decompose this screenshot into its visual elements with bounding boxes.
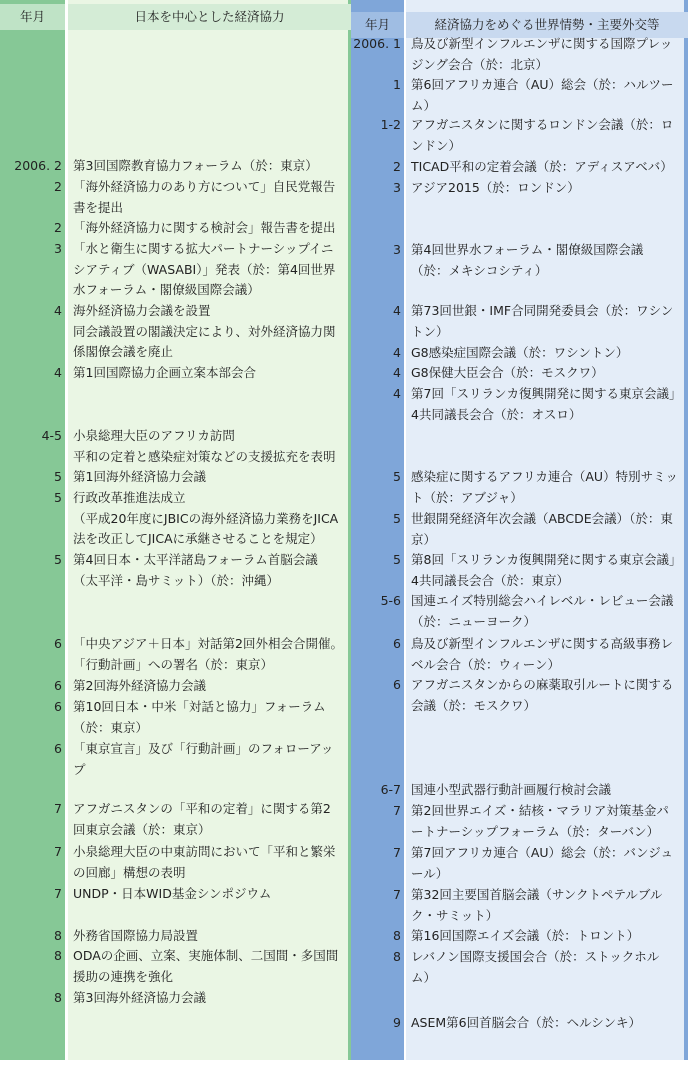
left-entry-year-month: 2 [54, 220, 62, 235]
right-entry-text: 第73回世銀・IMF合同開発委員会（於：ワシン [411, 303, 674, 318]
right-header-main: 経済協力をめぐる世界情勢・主要外交等 [406, 12, 688, 38]
right-entry-text: ジング会合（於：北京） [411, 56, 548, 72]
right-entry-year-month: 6 [393, 677, 401, 692]
left-entry-text: UNDP・日本WID基金シンポジウム [73, 886, 272, 901]
left-entry-text: ODAの企画、立案、実施体制、二国間・多国間 [73, 948, 339, 963]
left-entry-year-month: 4-5 [41, 428, 62, 443]
right-entry-text: ンドン） [411, 137, 462, 153]
left-entry-year-month: 6 [54, 678, 62, 693]
left-entry-text: 「東京宣言」及び「行動計画」のフォローアッ [73, 741, 334, 756]
left-entry-text: 「行動計画」への署名（於：東京） [73, 656, 274, 672]
right-entry-year-month: 5-6 [380, 593, 401, 608]
right-entry-year-month: 3 [393, 242, 401, 257]
right-entry-text: 第32回主要国首脳会議（サンクトペテルブル [411, 887, 663, 902]
right-entry-text: 鳥及び新型インフルエンザに関する国際プレッ [411, 36, 673, 51]
right-entry-year-month: 6 [393, 636, 401, 651]
left-entry-year-month: 6 [54, 636, 62, 651]
right-entry-year-month: 4 [393, 345, 401, 360]
right-entry-year-month: 4 [393, 303, 401, 318]
right-entry-text: 第4回世界水フォーラム・閣僚級国際会議 [411, 242, 644, 257]
left-entry-text: 「海外経済協力に関する検討会」報告書を提出 [73, 220, 336, 235]
right-entry-text: 第7回「スリランカ復興開発に関する東京会議」 [411, 386, 682, 401]
left-entry-year-month: 7 [54, 886, 62, 901]
left-entry-text: アフガニスタンの「平和の定着」に関する第2 [73, 801, 331, 816]
right-entry-text: 第16回国際エイズ会議（於：トロント） [411, 928, 640, 943]
left-entry-text: 第1回海外経済協力会議 [73, 469, 206, 484]
left-entry-text: 「中央アジア＋日本」対話第2回外相会合開催。 [73, 636, 343, 651]
left-entry-text: 第2回海外経済協力会議 [73, 678, 206, 693]
left-entry-text: 第3回海外経済協力会議 [73, 990, 206, 1005]
right-entry-text: 世銀開発経済年次会議（ABCDE会議）（於：東 [411, 511, 673, 526]
right-entry-year-month: 5 [393, 511, 401, 526]
right-entry-text: ク・サミット） [411, 907, 499, 923]
left-entry-text: 小泉総理大臣のアフリカ訪問 [73, 428, 235, 443]
left-entry-year-month: 5 [54, 490, 62, 505]
right-entry-year-month: 4 [393, 386, 401, 401]
left-entry-year-month: 4 [54, 365, 62, 380]
left-entry-text: （太平洋・島サミット）（於：沖縄） [73, 572, 280, 588]
right-entry-text: 4共同議長会合（於：オスロ） [411, 406, 582, 422]
left-entry-year-month: 8 [54, 990, 62, 1005]
right-entry-year-month: 3 [393, 180, 401, 195]
left-entry-text: プ [73, 761, 86, 777]
right-entry-text: ASEM第6回首脳会合（於：ヘルシンキ） [411, 1015, 641, 1030]
left-entry-text: 平和の定着と感染症対策などの支援拡充を表明 [73, 448, 336, 464]
left-entry-year-month: 5 [54, 552, 62, 567]
left-entry-text: （於：東京） [73, 719, 149, 735]
right-entry-text: 国連小型武器行動計画履行検討会議 [411, 782, 612, 797]
right-entry-text: 4共同議長会合（於：東京） [411, 572, 569, 588]
left-entry-year-month: 4 [54, 303, 62, 318]
right-entry-year-month: 8 [393, 949, 401, 964]
right-entry-text: 第6回アフリカ連合（AU）総会（於：ハルツー [411, 77, 674, 92]
left-entry-text: 回東京会議（於：東京） [73, 821, 211, 837]
right-entry-text: ム） [411, 969, 437, 985]
left-entry-year-month: 2006. 2 [14, 158, 62, 173]
left-entry-text: 行政改革推進法成立 [73, 490, 186, 505]
left-entry-text: 第3回国際教育協力フォーラム（於：東京） [73, 158, 318, 173]
right-entry-text: G8保健大臣会合（於：モスクワ） [411, 365, 604, 380]
right-entry-text: （於：メキシコシティ） [411, 262, 548, 278]
right-entry-year-month: 6-7 [380, 782, 401, 797]
right-entry-text: ム） [411, 97, 437, 113]
left-entry-text: 係閣僚会議を廃止 [73, 344, 174, 359]
left-entry-year-month: 8 [54, 948, 62, 963]
left-entry-text: 書を提出 [73, 199, 124, 215]
left-entry-text: 同会議設置の閣議決定により、対外経済協力関 [73, 323, 336, 339]
right-entry-year-month: 7 [393, 845, 401, 860]
right-entry-year-month: 5 [393, 469, 401, 484]
right-entry-text: ートナーシップフォーラム（於：ターバン） [411, 823, 660, 839]
right-entry-year-month: 8 [393, 928, 401, 943]
left-entry-year-month: 6 [54, 741, 62, 756]
right-entry-year-month: 1 [393, 77, 401, 92]
right-entry-text: アフガニスタンに関するロンドン会議（於：ロ [411, 117, 674, 132]
left-entry-text: 海外経済協力会議を設置 [73, 303, 211, 318]
left-entry-text: 「水と衛生に関する拡大パートナーシップイニ [73, 241, 334, 256]
left-entry-text: 外務省国際協力局設置 [73, 928, 199, 943]
left-entry-text: 第10回日本・中米「対話と協力」フォーラム [73, 699, 326, 714]
right-entry-year-month: 2 [393, 159, 401, 174]
right-entry-text: ト（於：アブジャ） [411, 489, 523, 505]
left-entry-text: （平成20年度にJBICの海外経済協力業務をJICA [73, 510, 339, 526]
left-entry-year-month: 3 [54, 241, 62, 256]
left-entry-year-month: 7 [54, 844, 62, 859]
right-entry-year-month: 9 [393, 1015, 401, 1030]
right-entry-text: （於：ニューヨーク） [411, 613, 537, 629]
right-entry-text: アジア2015（於：ロンドン） [411, 180, 580, 195]
right-entry-text: 鳥及び新型インフルエンザに関する高級事務レ [411, 636, 674, 651]
right-entry-text: 国連エイズ特別総会ハイレベル・レビュー会議 [411, 593, 674, 608]
right-entry-year-month: 1-2 [380, 117, 401, 132]
right-entry-text: トン） [411, 323, 449, 339]
right-entry-text: ール） [411, 865, 449, 881]
right-entry-year-month: 5 [393, 552, 401, 567]
left-header-year-month: 年月 [0, 4, 65, 30]
right-entry-text: レバノン国際支援国会合（於：ストックホル [411, 949, 660, 964]
left-entry-text: 援助の連携を強化 [73, 968, 174, 984]
left-header-main: 日本を中心とした経済協力 [68, 4, 351, 30]
left-entry-year-month: 7 [54, 801, 62, 816]
left-entry-year-month: 6 [54, 699, 62, 714]
right-entry-year-month: 2006. 1 [353, 36, 401, 51]
left-entry-text: 第4回日本・太平洋諸島フォーラム首脳会議 [73, 552, 318, 567]
left-entry-text: 水フォーラム・閣僚級国際会議） [73, 282, 260, 297]
left-entry-text: 小泉総理大臣の中東訪問において「平和と繁栄 [73, 844, 336, 859]
right-entry-text: 会議（於：モスクワ） [411, 697, 537, 713]
right-entry-text: ベル会合（於：ウィーン） [411, 656, 561, 672]
right-entry-year-month: 4 [393, 365, 401, 380]
right-entry-text: G8感染症国際会議（於：ワシントン） [411, 345, 629, 360]
left-entry-text: 第1回国際協力企画立案本部会合 [73, 365, 256, 380]
right-entry-text: 京） [411, 531, 437, 547]
right-entry-text: 第8回「スリランカ復興開発に関する東京会議」 [411, 552, 682, 567]
left-entry-text: 法を改正してJICAに承継させることを規定） [73, 531, 323, 546]
right-entry-text: 感染症に関するアフリカ連合（AU）特別サミッ [411, 469, 678, 484]
left-entry-text: 「海外経済協力のあり方について」自民党報告 [73, 179, 336, 194]
right-entry-year-month: 7 [393, 803, 401, 818]
left-entry-text: シアティブ（WASABI）」発表（於：第4回世界 [73, 261, 336, 277]
left-entry-year-month: 5 [54, 469, 62, 484]
right-entry-year-month: 7 [393, 887, 401, 902]
right-entry-text: TICAD平和の定着会議（於：アディスアベバ） [411, 159, 673, 174]
left-entry-text: の回廊」構想の表明 [73, 864, 186, 880]
right-entry-text: 第2回世界エイズ・結核・マラリア対策基金パ [411, 803, 669, 818]
left-entry-year-month: 2 [54, 179, 62, 194]
left-entry-year-month: 8 [54, 928, 62, 943]
right-entry-text: 第7回アフリカ連合（AU）総会（於：バンジュ [411, 845, 673, 860]
right-entry-text: アフガニスタンからの麻薬取引ルートに関する [411, 677, 674, 692]
right-header-year-month: 年月 [351, 12, 404, 38]
